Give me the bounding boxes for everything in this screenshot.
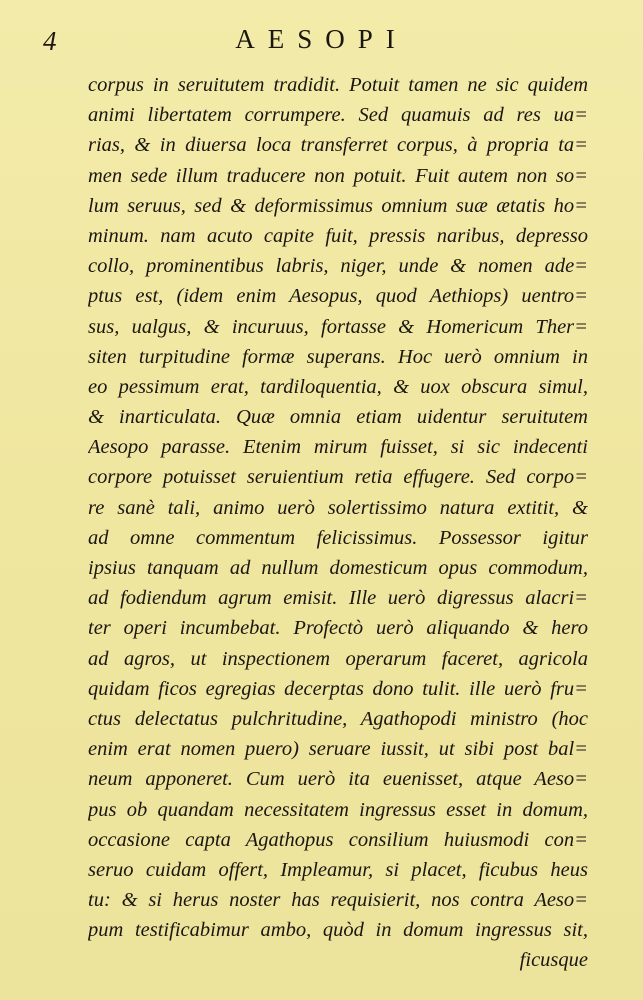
catchword: ficusque [519,949,588,972]
text-line: collo, prominentibus labris, niger, unde & nomen ade= [88,255,588,278]
text-line: enim erat nomen puero) seruare iussit, ut sibi post bal= [88,738,588,761]
text-line: seruo cuidam offert, Impleamur, si placet, ficubus heus [88,858,588,881]
text-line: sus, ualgus, & incuruus, fortasse & Homericum Ther= [88,315,588,338]
text-line: tu: & si herus noster has requisierit, nos contra Aeso= [88,889,588,912]
running-head: AESOPI [235,24,408,54]
text-line: re sanè tali, animo uerò solertissimo natura extitit, & [88,496,588,519]
text-line: pum testificabimur ambo, quòd in domum ingressus sit, [88,919,588,942]
text-line: corpore potuisset seruientium retia effugere. Sed corpo= [88,466,588,489]
text-line: & inarticulata. Quæ omnia etiam uidentur seruitutem [88,406,588,429]
text-line: ptus est, (idem enim Aesopus, quod Aethiops) uentro= [88,285,588,308]
text-line: Aesopo parasse. Etenim mirum fuisset, si sic indecenti [88,436,588,459]
text-line: quidam ficos egregias decerptas dono tulit. ille uerò fru= [88,677,588,700]
text-line: lum seruus, sed & deformissimus omnium suæ ætatis ho= [88,194,588,217]
page-number: 4 [43,26,57,56]
text-line: ad agros, ut inspectionem operarum faceret, agricola [88,647,588,670]
text-line: ad omne commentum felicissimus. Possessor igitur [88,526,588,549]
text-line: ad fodiendum agrum emisit. Ille uerò digressus alacri= [88,587,588,610]
text-line: pus ob quandam necessitatem ingressus esset in domum, [88,798,588,821]
text-line: ipsius tanquam ad nullum domesticum opus commodum, [88,557,588,579]
text-line: neum apponeret. Cum uerò ita euenisset, atque Aeso= [88,768,588,791]
text-line: animi libertatem corrumpere. Sed quamuis ad res ua= [88,104,588,127]
body-text [88,70,588,976]
text-line: eo pessimum erat, tardiloquentia, & uox obscura simul, [88,375,588,398]
text-line: siten turpitudine formæ superans. Hoc uerò omnium in [88,345,588,368]
text-line: ctus delectatus pulchritudine, Agathopodi ministro (hoc [88,707,588,730]
text-line: ter operi incumbebat. Profectò uerò aliquando & hero [88,617,588,640]
text-line: minum. nam acuto capite fuit, pressis naribus, depresso [88,224,588,247]
text-line: men sede illum traducere non potuit. Fuit autem non so= [88,164,588,187]
text-line: occasione capta Agathopus consilium huiusmodi con= [88,828,588,851]
text-line: corpus in seruitutem tradidit. Potuit tamen ne sic quidem [88,74,588,96]
text-line: rias, & in diuersa loca transferret corpus, à propria ta= [88,134,588,157]
